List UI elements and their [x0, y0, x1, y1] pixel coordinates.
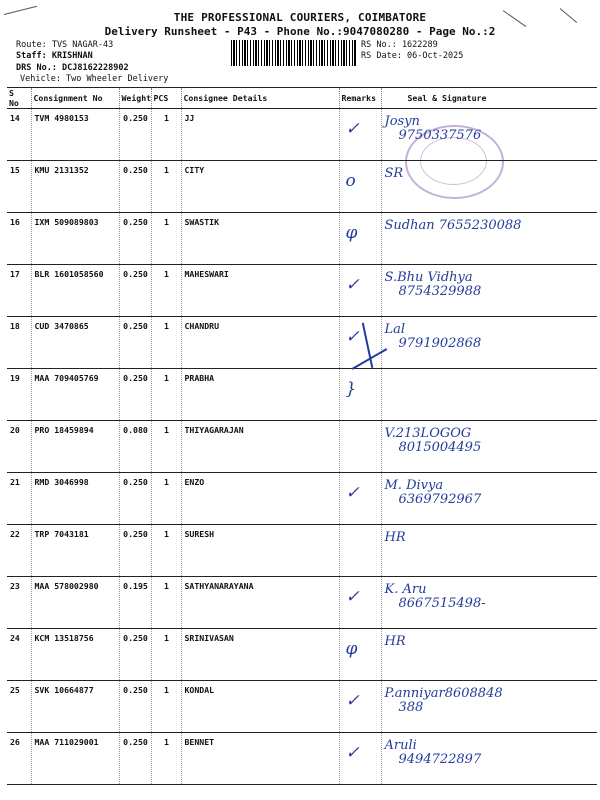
consignment-number: MAA 711029001 [31, 733, 119, 785]
consignment-number: BLR 1601058560 [31, 265, 119, 317]
row-sno: 16 [7, 213, 31, 265]
weight: 0.195 [119, 577, 151, 629]
rs-date: RS Date: 06-Oct-2025 [361, 51, 464, 61]
row-sno: 19 [7, 369, 31, 421]
pieces: 1 [151, 629, 181, 681]
col-weight: Weight [119, 88, 151, 109]
table-row [7, 577, 597, 629]
consignee-name: SRINIVASAN [181, 629, 339, 681]
weight: 0.250 [119, 681, 151, 733]
consignment-number: MAA 709405769 [31, 369, 119, 421]
table-row [7, 109, 597, 161]
remark-mark: ✓ [339, 733, 381, 785]
weight: 0.250 [119, 629, 151, 681]
table-header-row [7, 88, 597, 109]
pieces: 1 [151, 161, 181, 213]
runsheet-table [7, 87, 597, 785]
table-row [7, 317, 597, 369]
consignee-name: PRABHA [181, 369, 339, 421]
company-title: THE PROFESSIONAL COURIERS, COIMBATORE [173, 11, 427, 24]
consignee-name: SURESH [181, 525, 339, 577]
pieces: 1 [151, 733, 181, 785]
weight: 0.080 [119, 421, 151, 473]
remark-mark: φ [339, 629, 381, 681]
col-remarks: Remarks [339, 88, 381, 109]
pieces: 1 [151, 265, 181, 317]
remark-mark: o [339, 161, 381, 213]
signature: P.anniyar8608848 388 [381, 681, 597, 733]
signature: SR [381, 161, 597, 213]
remark-mark: ✓ [339, 265, 381, 317]
weight: 0.250 [119, 213, 151, 265]
table-row [7, 733, 597, 785]
weight: 0.250 [119, 265, 151, 317]
row-sno: 23 [7, 577, 31, 629]
weight: 0.250 [119, 733, 151, 785]
table-row [7, 473, 597, 525]
signature: K. Aru 8667515498- [381, 577, 597, 629]
consignment-number: MAA 578002980 [31, 577, 119, 629]
signature [381, 369, 597, 421]
pieces: 1 [151, 577, 181, 629]
pieces: 1 [151, 213, 181, 265]
staff-label: Staff: KRISHNAN [16, 51, 93, 61]
table-row [7, 629, 597, 681]
barcode [231, 40, 357, 66]
signature: HR [381, 525, 597, 577]
col-consignment: Consignment No [31, 88, 119, 109]
weight: 0.250 [119, 525, 151, 577]
consignee-name: JJ [181, 109, 339, 161]
row-sno: 15 [7, 161, 31, 213]
weight: 0.250 [119, 369, 151, 421]
weight: 0.250 [119, 109, 151, 161]
consignment-number: TVM 4980153 [31, 109, 119, 161]
pieces: 1 [151, 369, 181, 421]
remark-mark [339, 421, 381, 473]
consignment-number: PRO 18459894 [31, 421, 119, 473]
signature: Josyn 9750337576 [381, 109, 597, 161]
table-row [7, 265, 597, 317]
row-sno: 17 [7, 265, 31, 317]
table-row [7, 369, 597, 421]
row-sno: 24 [7, 629, 31, 681]
consignment-number: KCM 13518756 [31, 629, 119, 681]
pieces: 1 [151, 525, 181, 577]
col-consignee: Consignee Details [181, 88, 339, 109]
weight: 0.250 [119, 317, 151, 369]
signature: S.Bhu Vidhya 8754329988 [381, 265, 597, 317]
consignee-name: MAHESWARI [181, 265, 339, 317]
signature: HR [381, 629, 597, 681]
row-sno: 26 [7, 733, 31, 785]
signature: Sudhan 7655230088 [381, 213, 597, 265]
consignee-name: SWASTIK [181, 213, 339, 265]
consignment-number: IXM 509089803 [31, 213, 119, 265]
signature: V.213LOGOG 8015004495 [381, 421, 597, 473]
row-sno: 25 [7, 681, 31, 733]
row-sno: 21 [7, 473, 31, 525]
consignee-name: BENNET [181, 733, 339, 785]
consignment-number: CUD 3470865 [31, 317, 119, 369]
table-row [7, 421, 597, 473]
col-sno: S No [7, 88, 31, 109]
remark-mark: ✓ [339, 473, 381, 525]
route-label: Route: TVS NAGAR-43 [16, 40, 114, 50]
remark-mark [339, 525, 381, 577]
row-sno: 20 [7, 421, 31, 473]
signature: Aruli 9494722897 [381, 733, 597, 785]
consignment-number: SVK 10664877 [31, 681, 119, 733]
pieces: 1 [151, 681, 181, 733]
table-row [7, 213, 597, 265]
consignee-name: THIYAGARAJAN [181, 421, 339, 473]
pieces: 1 [151, 317, 181, 369]
signature: M. Divya 6369792967 [381, 473, 597, 525]
consignment-number: TRP 7043181 [31, 525, 119, 577]
rs-number: RS No.: 1622289 [361, 40, 438, 50]
row-sno: 14 [7, 109, 31, 161]
drs-number: DRS No.: DCJ8162228902 [16, 63, 129, 73]
consignee-name: SATHYANARAYANA [181, 577, 339, 629]
table-row [7, 525, 597, 577]
consignee-name: ENZO [181, 473, 339, 525]
consignee-name: CITY [181, 161, 339, 213]
weight: 0.250 [119, 473, 151, 525]
table-row [7, 681, 597, 733]
consignee-name: CHANDRU [181, 317, 339, 369]
signature: Lal 9791902868 [381, 317, 597, 369]
remark-mark: ✓ [339, 577, 381, 629]
row-sno: 22 [7, 525, 31, 577]
consignment-number: RMD 3046998 [31, 473, 119, 525]
consignee-name: KONDAL [181, 681, 339, 733]
remark-mark: φ [339, 213, 381, 265]
weight: 0.250 [119, 161, 151, 213]
pieces: 1 [151, 421, 181, 473]
pieces: 1 [151, 109, 181, 161]
remark-mark: ✓ [339, 317, 381, 369]
remark-mark: ✓ [339, 109, 381, 161]
remark-mark: } [339, 369, 381, 421]
col-signature: Seal & Signature [381, 88, 597, 109]
consignment-number: KMU 2131352 [31, 161, 119, 213]
pieces: 1 [151, 473, 181, 525]
table-row [7, 161, 597, 213]
runsheet-subtitle: Delivery Runsheet - P43 - Phone No.:9047080280 - Page No.:2 [104, 25, 496, 38]
remark-mark: ✓ [339, 681, 381, 733]
vehicle-label: Vehicle: Two Wheeler Delivery [20, 74, 169, 84]
row-sno: 18 [7, 317, 31, 369]
col-pcs: PCS [151, 88, 181, 109]
